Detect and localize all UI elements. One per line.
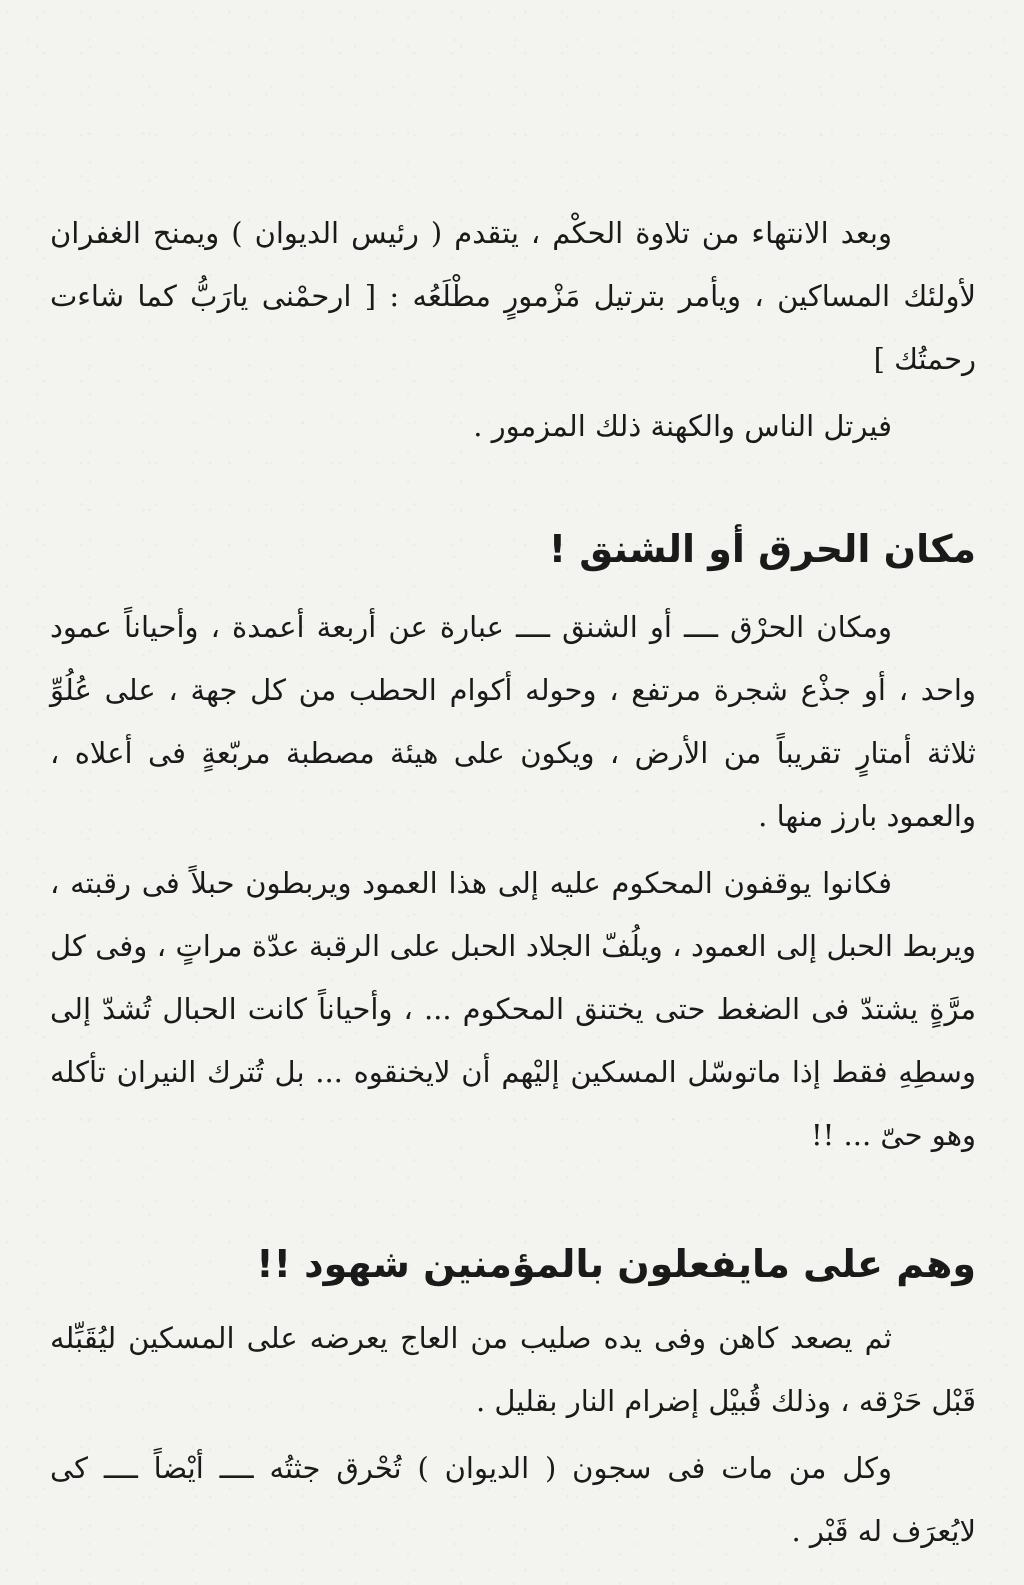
paragraph-burning-bodies: وكل من مات فى سجون ( الديوان ) تُحْرق جثتُه ــــ أيْضاً ــــ كى لايُعرَف له قَبْر .: [50, 1451, 976, 1548]
paragraph-priest-cross: ثم يصعد كاهن وفى يده صليب من العاج يعرضه على المسكين ليُقَبِّله قَبْل حَرْقه ، وذلك قُبيْل إضرام النار بقليل .: [50, 1321, 976, 1418]
paragraph-place-description: ومكان الحرْق ــــ أو الشنق ــــ عبارة عن أربعة أعمدة ، وأحياناً عمود واحد ، أو جذْع شجرة مرتفع ، وحوله أكوام الحطب من كل جهة ، على عُلُوِّ ثلاثة أمتارٍ تقريباً من الأرض ، ويكون على هيئة مصطبة مربّعةٍ فى أعلاه ، والعمود بارز منها .: [50, 610, 976, 833]
paragraph-psalm-chant: فيرتل الناس والكهنة ذلك المزمور .: [473, 409, 892, 443]
section-heading-burning-place: مكان الحرق أو الشنق !: [548, 527, 976, 571]
paragraph-strangling: فكانوا يوقفون المحكوم عليه إلى هذا العمود ويربطون حبلاً فى رقبته ، ويربط الحبل إلى العمود ، ويلُفّ الجلاد الحبل على الرقبة عدّة مراتٍ ، وفى كل مرَّةٍ يشتدّ فى الضغط حتى يختنق المحكوم ... ، وأحياناً كانت الحبال تُشدّ إلى وسطِهِ فقط إذا ماتوسّل المسكين إليْهم أن لايخنقوه ... بل تُترك النيران تأكله وهو حىّ ... !!: [50, 866, 976, 1152]
section-heading-witnesses: وهم على مايفعلون بالمؤمنين شهود !!: [256, 1242, 976, 1286]
paragraph-divan-forgiveness: وبعد الانتهاء من تلاوة الحكْم ، يتقدم ( رئيس الديوان ) ويمنح الغفران لأولئك المساكين ، ويأمر بترتيل مَزْمورٍ مطْلَعُه : [ ارحمْنى يارَبُّ كما شاءت رحمتُك ]: [50, 216, 976, 376]
page-body: [50, 202, 976, 1563]
